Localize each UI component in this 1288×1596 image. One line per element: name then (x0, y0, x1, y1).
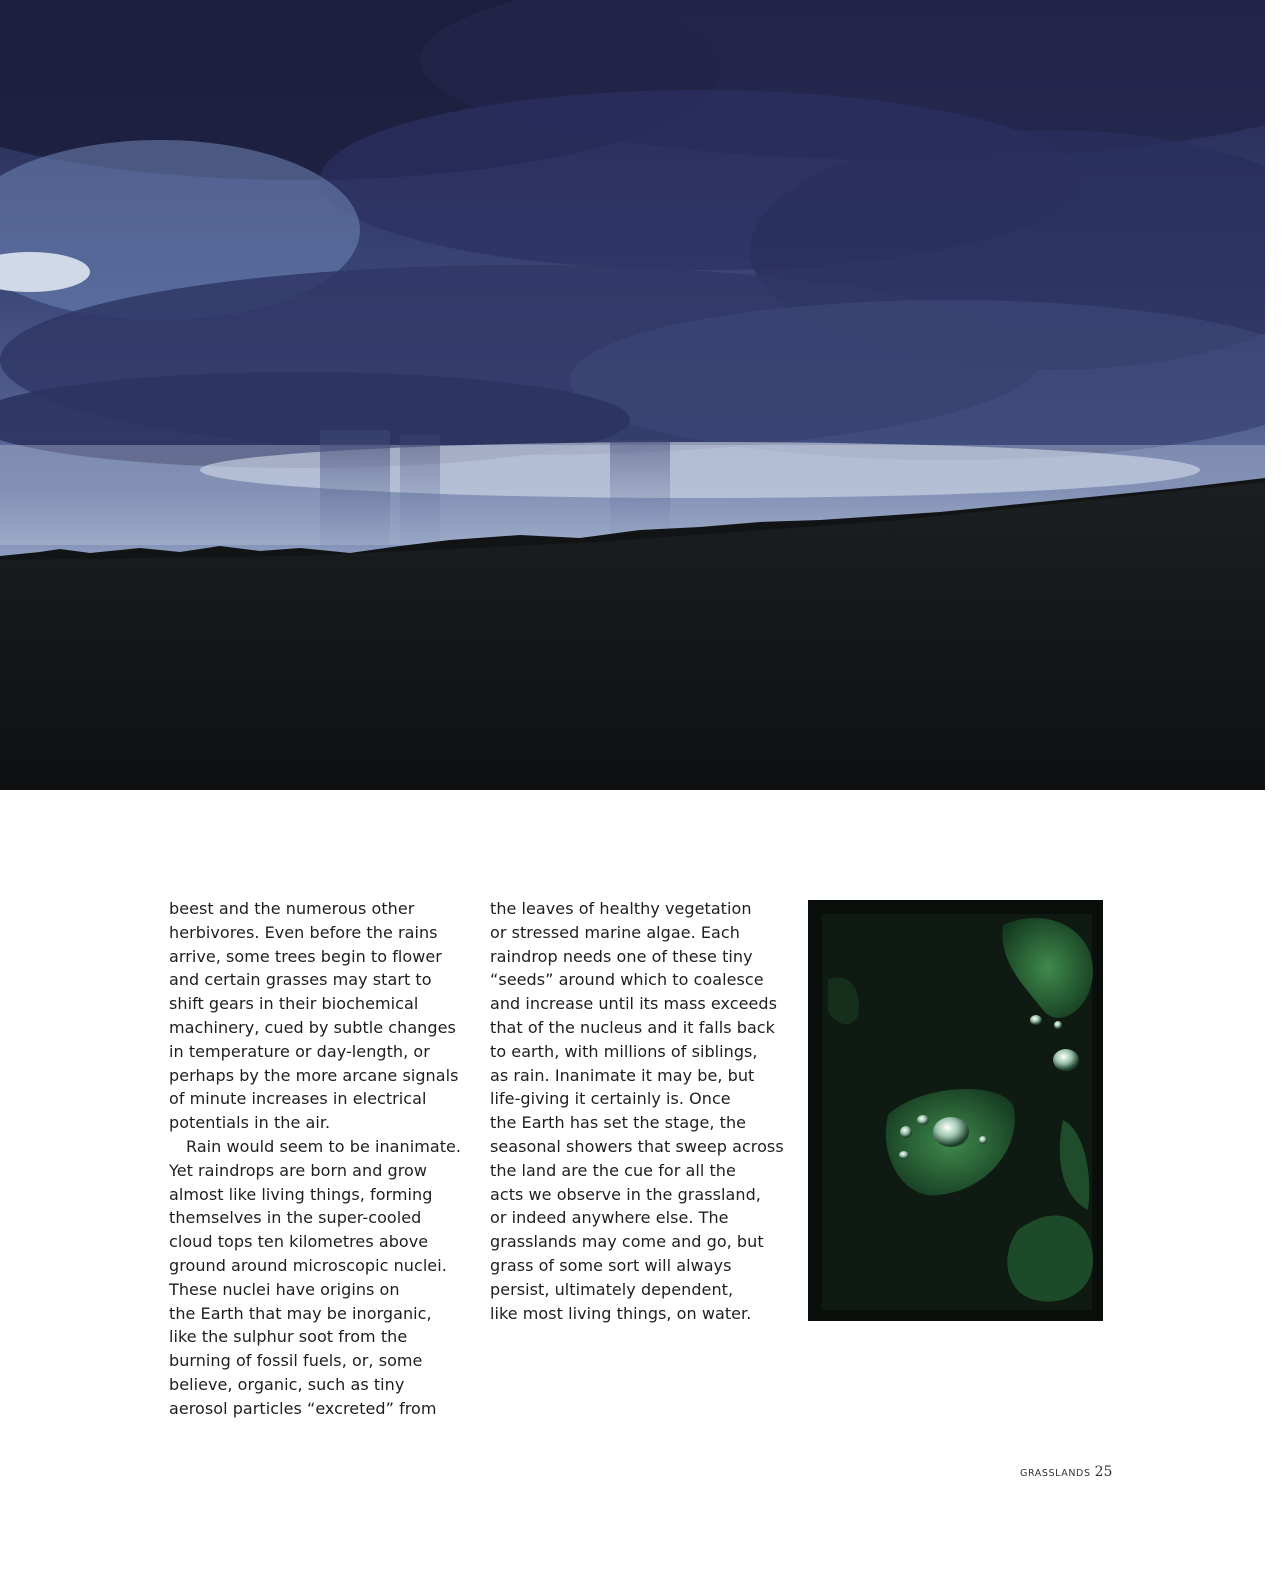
text-line: seasonal showers that sweep across (490, 1136, 784, 1156)
text-line: believe, organic, such as tiny (169, 1374, 405, 1394)
text-line: almost like living things, forming (169, 1184, 433, 1204)
text-line: of minute increases in electrical (169, 1089, 427, 1109)
text-line: life-giving it certainly is. Once (490, 1089, 731, 1109)
text-line: and certain grasses may start to (169, 970, 432, 990)
text-line: that of the nucleus and it falls back (490, 1017, 775, 1037)
text-line: perhaps by the more arcane signals (169, 1065, 459, 1085)
inset-photo-dewdrops-on-leaves (808, 900, 1103, 1321)
text-line: the leaves of healthy vegetation (490, 899, 752, 918)
text-line: like the sulphur soot from the (169, 1327, 408, 1347)
hero-photo-storm-over-grassland (0, 0, 1265, 790)
text-line: the Earth has set the stage, the (490, 1113, 747, 1133)
text-line: grasslands may come and go, but (490, 1232, 764, 1252)
article-column-left (169, 897, 469, 1421)
page-number: 25 (1094, 1464, 1113, 1480)
text-line: These nuclei have origins on (169, 1279, 400, 1299)
text-line: or stressed marine algae. Each (490, 922, 740, 942)
text-line: burning of fossil fuels, or, some (169, 1351, 423, 1371)
text-line: shift gears in their biochemical (169, 994, 419, 1014)
text-line: themselves in the super-cooled (169, 1208, 422, 1228)
text-line: or indeed anywhere else. The (490, 1208, 729, 1228)
article-column-middle (490, 897, 790, 1325)
text-line: to earth, with millions of siblings, (490, 1041, 758, 1061)
text-line: aerosol particles “excreted” from (169, 1398, 437, 1418)
text-line: potentials in the air. (169, 1113, 331, 1133)
text-line: and increase until its mass exceeds (490, 994, 778, 1014)
text-line: machinery, cued by subtle changes (169, 1017, 456, 1037)
text-line: grass of some sort will always (490, 1255, 732, 1275)
text-line: persist, ultimately dependent, (490, 1279, 734, 1299)
text-line: cloud tops ten kilometres above (169, 1232, 429, 1252)
text-line: beest and the numerous other (169, 899, 415, 918)
text-line: Yet raindrops are born and grow (169, 1160, 427, 1180)
text-line: arrive, some trees begin to flower (169, 946, 442, 966)
text-line: the land are the cue for all the (490, 1160, 736, 1180)
section-name: GRASSLANDS (1020, 1468, 1091, 1479)
text-line: herbivores. Even before the rains (169, 922, 438, 942)
text-line: raindrop needs one of these tiny (490, 946, 753, 966)
page-folio (1020, 1461, 1112, 1480)
text-line: “seeds” around which to coalesce (490, 970, 764, 990)
text-line: in temperature or day-length, or (169, 1041, 430, 1061)
text-line: ground around microscopic nuclei. (169, 1255, 447, 1275)
text-line: Rain would seem to be inanimate. (186, 1136, 462, 1156)
text-line: as rain. Inanimate it may be, but (490, 1065, 755, 1085)
text-line: like most living things, on water. (490, 1303, 752, 1323)
text-line: acts we observe in the grassland, (490, 1184, 761, 1204)
text-line: the Earth that may be inorganic, (169, 1303, 432, 1323)
